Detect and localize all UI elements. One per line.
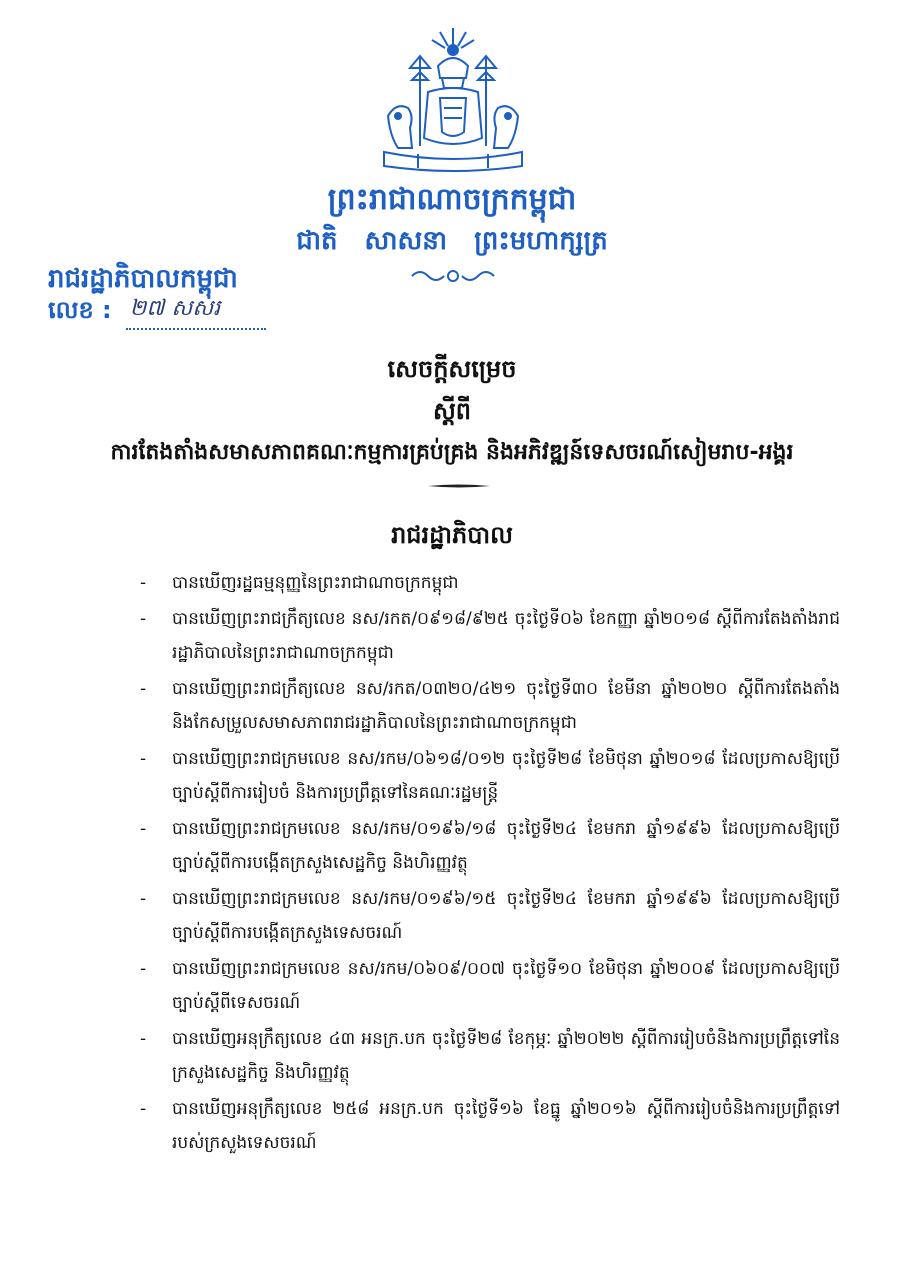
list-dash: - [140, 749, 147, 769]
clause-text: បានឃើញព្រះរាជក្រមលេខ នស/រកម/០៦១៨/០១២ ចុះថ្ងៃទី២៨ ខែមិថុនា ឆ្នាំ២០១៨ ដែលប្រកាសឱ្យប្រើច្បាប់ស្តីពីការរៀបចំ និងការប្រព្រឹត្តទៅនៃគណៈរដ្ឋមន្ត្រី [172, 749, 840, 803]
kingdom-title: ព្រះរាជាណាចក្រកម្ពុជា [327, 182, 577, 217]
reference-number: ២៧ សសរ [129, 296, 221, 321]
clause-text: បានឃើញរដ្ឋធម្មនុញ្ញនៃព្រះរាជាណាចក្រកម្ពុជា [172, 573, 459, 593]
list-item [140, 566, 840, 600]
list-dash: - [140, 573, 147, 593]
list-dash: - [140, 819, 147, 839]
list-dash: - [140, 609, 147, 629]
list-dash: - [140, 1029, 147, 1049]
list-dash: - [140, 679, 147, 699]
ornament-divider-icon [408, 266, 498, 286]
issuer-name: រាជរដ្ឋាភិបាលកម្ពុជា [48, 264, 238, 294]
title-divider [428, 484, 490, 488]
clause-text: បានឃើញអនុក្រឹត្យលេខ ៤៣ អនក្រ.បក ចុះថ្ងៃទី២៨ ខែកុម្ភៈ ឆ្នាំ២០២២ ស្តីពីការរៀបចំនិងការប្រព្រឹត្តទៅនៃក្រសួងសេដ្ឋកិច្ច និងហិរញ្ញវត្ថុ [172, 1029, 840, 1083]
list-item [140, 952, 840, 1020]
document-subject: ការតែងតាំងសមាសភាពគណៈកម្មការគ្រប់គ្រង និងអភិវឌ្ឍន៍ទេសចរណ៍សៀមរាប-អង្គរ [110, 440, 794, 465]
list-item [140, 742, 840, 810]
list-dash: - [140, 1099, 147, 1119]
list-dash: - [140, 889, 147, 909]
list-item [140, 1022, 840, 1090]
reference-label: លេខ : [48, 296, 112, 324]
section-heading: រាជរដ្ឋាភិបាល [391, 521, 513, 549]
national-motto: ជាតិ សាសនា ព្រះមហាក្សត្រ [296, 226, 608, 256]
list-item [140, 812, 840, 880]
list-item [140, 672, 840, 740]
reference-field [126, 296, 266, 330]
clause-text: បានឃើញព្រះរាជក្រឹត្យលេខ នស/រកត/០៩១៨/៩២៥ ចុះថ្ងៃទី០៦ ខែកញ្ញា ឆ្នាំ២០១៨ ស្តីពីការតែងតាំងរាជរដ្ឋាភិបាលនៃព្រះរាជាណាចក្រកម្ពុជា [172, 609, 840, 663]
clause-text: បានឃើញព្រះរាជក្រមលេខ នស/រកម/០១៩៦/១៨ ចុះថ្ងៃទី២៤ ខែមករា ឆ្នាំ១៩៩៦ ដែលប្រកាសឱ្យប្រើច្បាប់ស្តីពីការបង្កើតក្រសួងសេដ្ឋកិច្ច និងហិរញ្ញវត្ថុ [172, 819, 840, 873]
clause-text: បានឃើញព្រះរាជក្រមលេខ នស/រកម/០៦០៩/០០៧ ចុះថ្ងៃទី១០ ខែមិថុនា ឆ្នាំ២០០៩ ដែលប្រកាសឱ្យប្រើច្បាប់ស្តីពីទេសចរណ៍ [172, 959, 840, 1013]
clause-text: បានឃើញព្រះរាជក្រមលេខ នស/រកម/០១៩៦/១៥ ចុះថ្ងៃទី២៤ ខែមករា ឆ្នាំ១៩៩៦ ដែលប្រកាសឱ្យប្រើច្បាប់ស្តីពីការបង្កើតក្រសួងទេសចរណ៍ [172, 889, 840, 943]
document-about: ស្តីពី [432, 397, 472, 425]
reference-number-row [48, 296, 266, 330]
document-type: សេចក្តីសម្រេច [387, 355, 517, 383]
preamble-clauses [140, 566, 840, 1162]
clause-text: បានឃើញអនុក្រឹត្យលេខ ២៥៨ អនក្រ.បក ចុះថ្ងៃទី១៦ ខែធ្នូ ឆ្នាំ២០១៦ ស្តីពីការរៀបចំនិងការប្រព្រឹត្តទៅរបស់ក្រសួងទេសចរណ៍ [172, 1099, 840, 1153]
clause-text: បានឃើញព្រះរាជក្រឹត្យលេខ នស/រកត/០៣២០/៤២១ ចុះថ្ងៃទី៣០ ខែមីនា ឆ្នាំ២០២០ ស្តីពីការតែងតាំង និងកែសម្រួលសមាសភាពរាជរដ្ឋាភិបាលនៃព្រះរាជាណាចក្រកម្ពុជា [172, 679, 840, 733]
list-item [140, 1092, 840, 1160]
list-dash: - [140, 959, 147, 979]
royal-arms-emblem-icon [378, 26, 528, 172]
list-item [140, 882, 840, 950]
list-item [140, 602, 840, 670]
